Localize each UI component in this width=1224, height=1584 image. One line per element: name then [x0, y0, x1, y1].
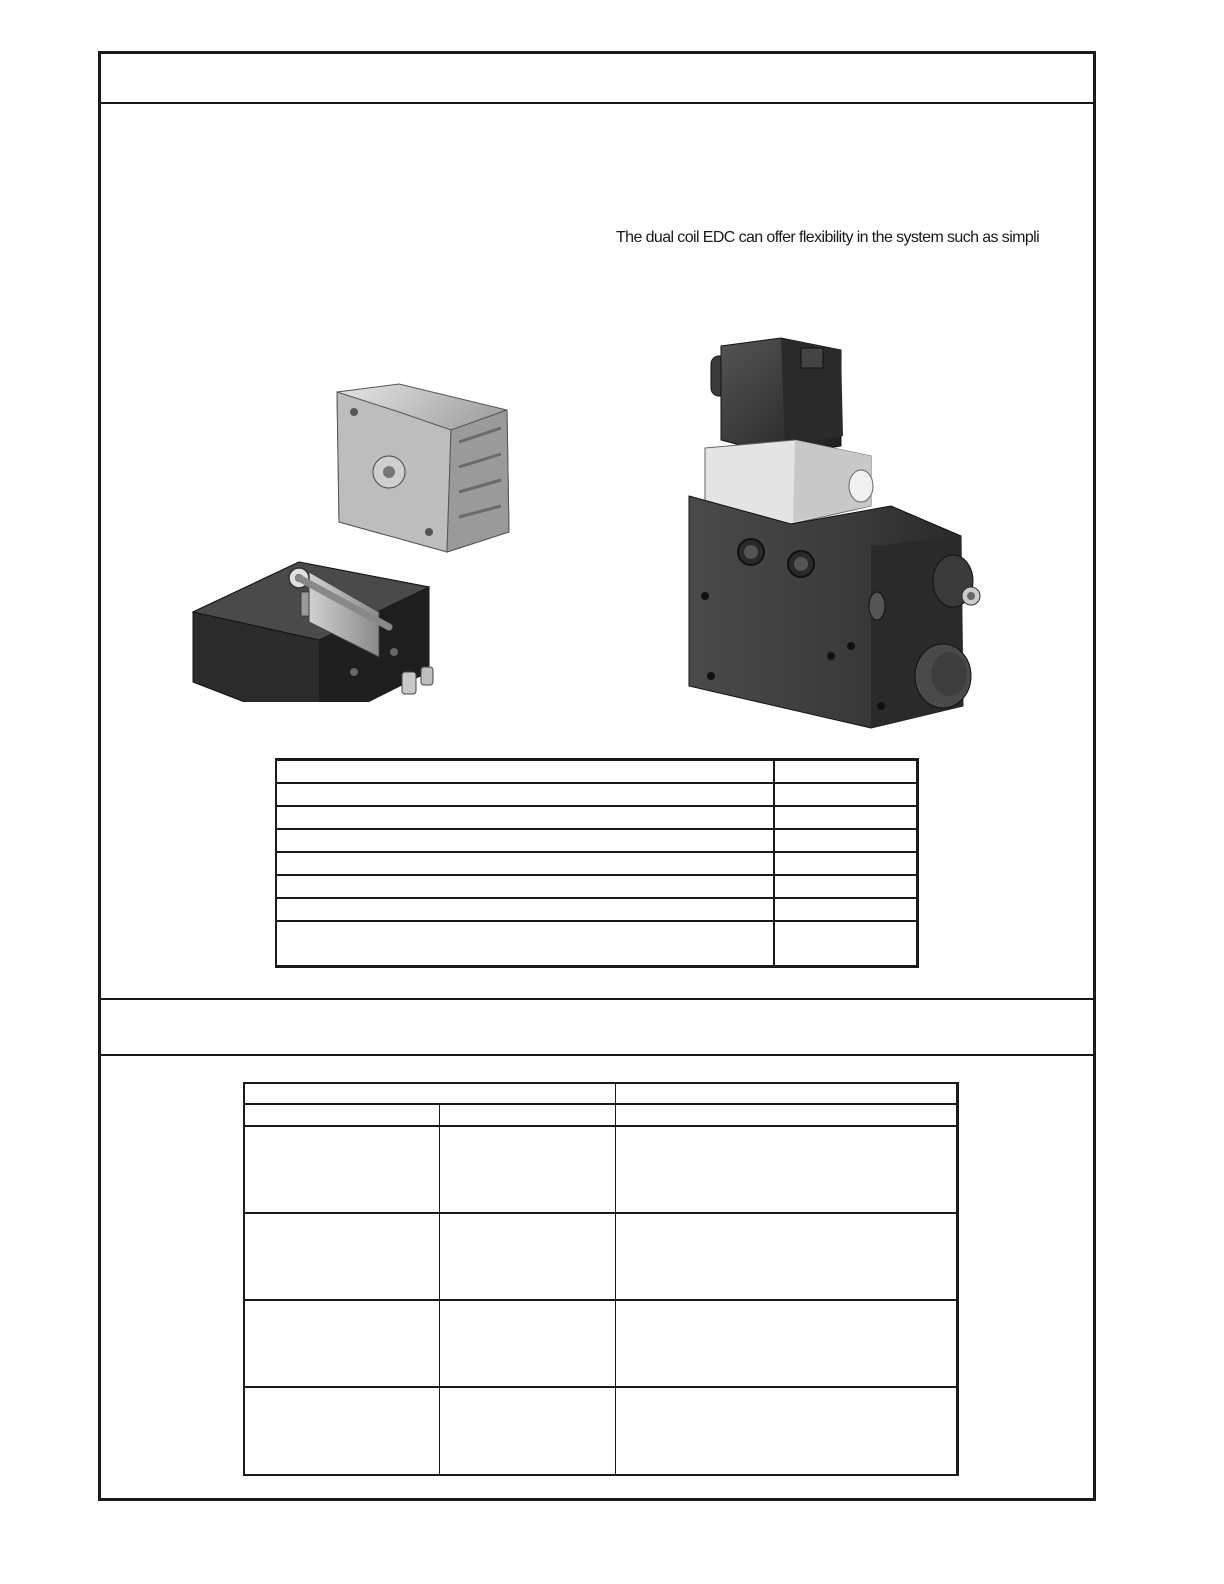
- header-rule: [101, 102, 1093, 104]
- table-row: [277, 897, 916, 899]
- specification-table: [275, 758, 919, 968]
- page-frame: [98, 51, 1096, 1501]
- options-table: [243, 1082, 959, 1476]
- table-row: [277, 828, 916, 830]
- table-row: [245, 1212, 956, 1214]
- section-rule-bottom: [101, 1054, 1093, 1056]
- table-row: [277, 874, 916, 876]
- table-row: [277, 782, 916, 784]
- table-row: [277, 851, 916, 853]
- table-column-divider: [773, 761, 775, 965]
- section-rule-top: [101, 998, 1093, 1000]
- dual-coil-edc-photo: [681, 336, 991, 736]
- intro-text: The dual coil EDC can offer flexibility in the system such as simpli: [616, 229, 1040, 246]
- table-row: [245, 1386, 956, 1388]
- table-row: [277, 920, 916, 922]
- table-header-rule: [245, 1103, 956, 1105]
- table-column-divider: [439, 1103, 440, 1474]
- table-row: [277, 805, 916, 807]
- mechanical-displacement-control-photo: [189, 382, 519, 702]
- table-column-divider: [615, 1084, 616, 1474]
- table-row: [245, 1299, 956, 1301]
- table-header-rule: [245, 1125, 956, 1127]
